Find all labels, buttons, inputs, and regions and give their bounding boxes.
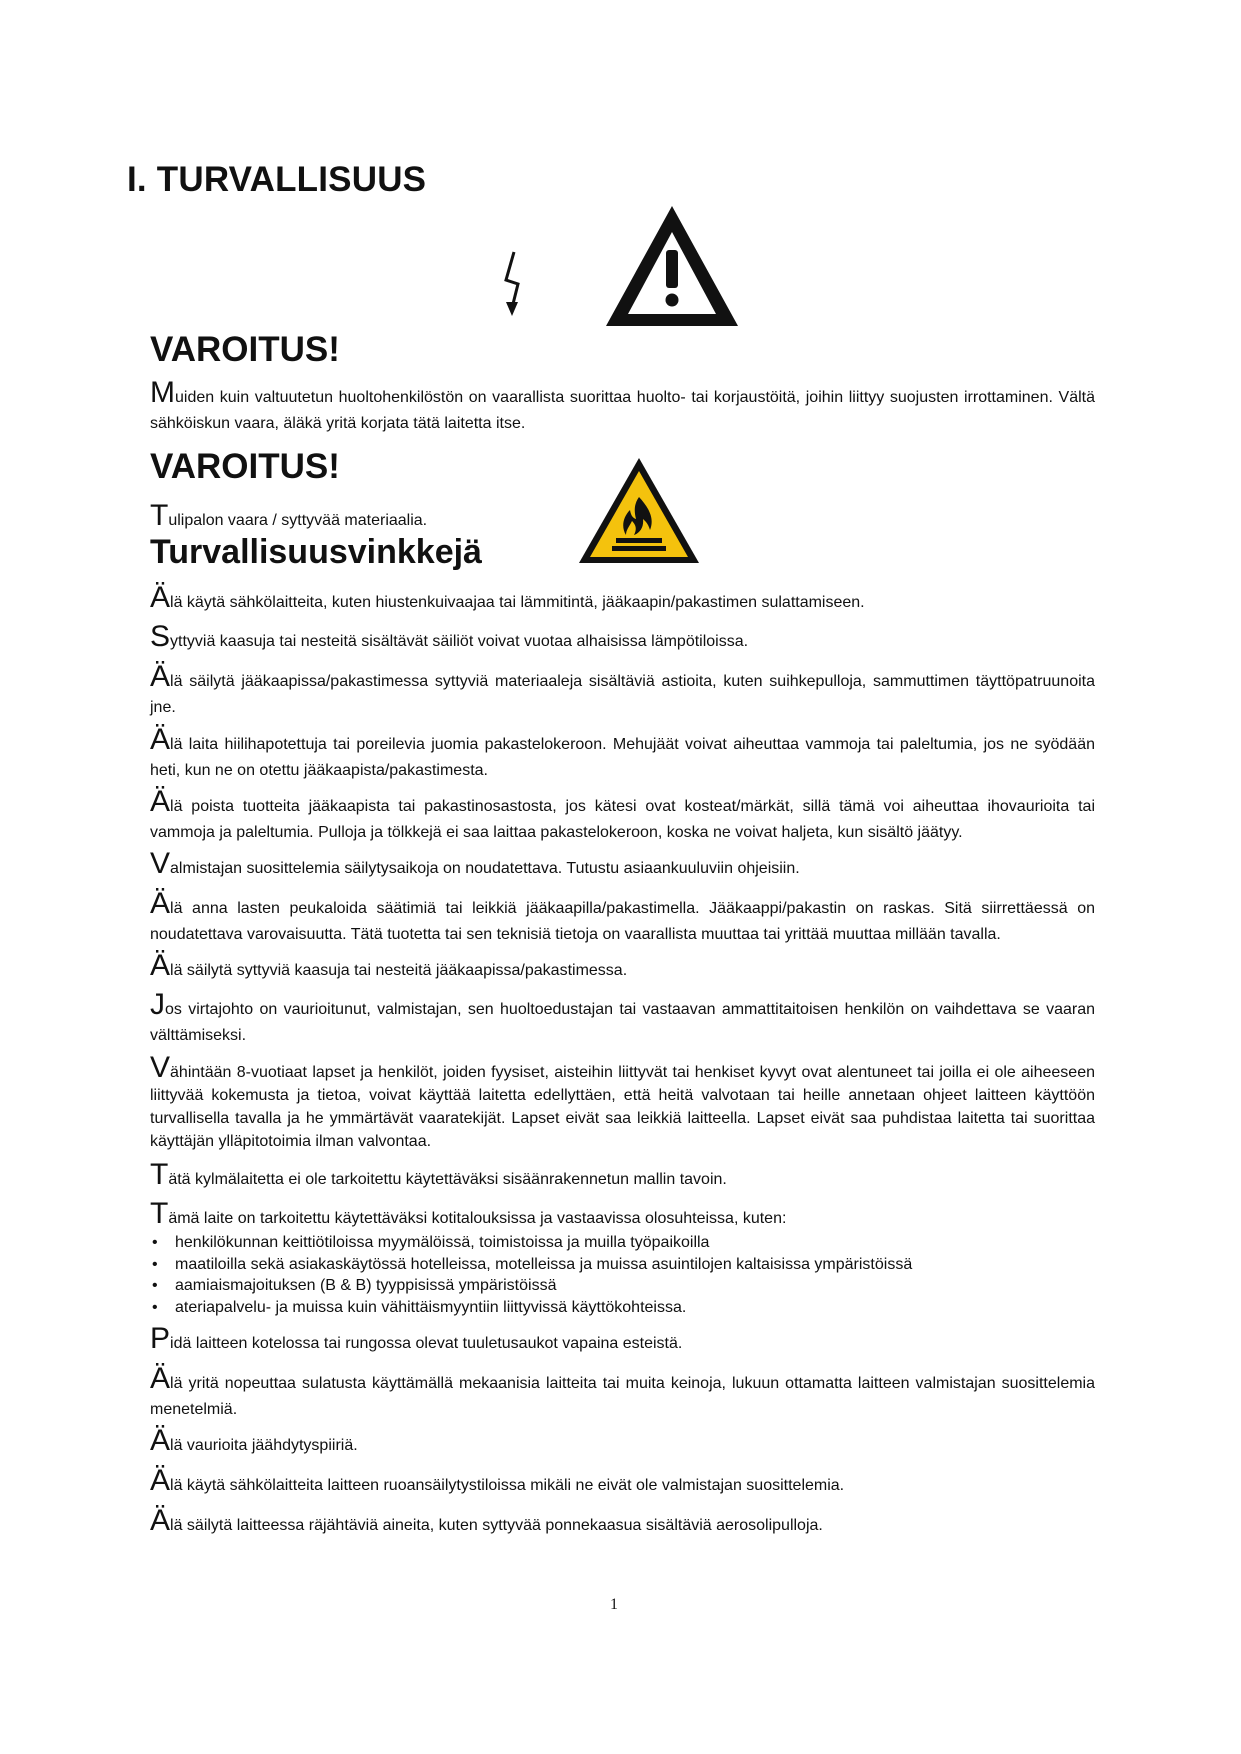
dropcap: Ä bbox=[150, 1362, 171, 1395]
tip-text: lä poista tuotteita jääkaapista tai pakastinosastosta, jos kätesi ovat kosteat/märkät, sillä tämä voi aiheuttaa ihovaurioita tai vammoja ja paleltumia. Pulloja ja tölkkejä ei saa laittaa pakastelokeroon, koska ne voivat haljeta, kun sisältö jäätyy. bbox=[150, 798, 1095, 841]
dropcap: Ä bbox=[150, 949, 171, 982]
dropcap: Ä bbox=[150, 785, 171, 818]
warning-body: uiden kuin valtuutetun huoltohenkilöstön on vaarallista suorittaa huolto- tai korjaustöitä, joihin liittyy suojusten irrottaminen. Vältä sähköiskun vaara, äläkä yritä korjata tätä laitetta itse. bbox=[150, 389, 1095, 432]
bullet-icon: • bbox=[152, 1298, 158, 1316]
safety-tip bbox=[150, 581, 1095, 616]
warning-symbols bbox=[500, 202, 750, 332]
warning-triangle-icon bbox=[602, 202, 742, 330]
tip-text: lä käytä sähkölaitteita laitteen ruoansäilytystiloissa mikäli ne eivät ole valmistajan suosittelemia. bbox=[170, 1477, 845, 1494]
tip-text: lä käytä sähkölaitteita, kuten hiustenkuivaajaa tai lämmitintä, jääkaapin/pakastimen sulattamiseen. bbox=[170, 594, 865, 611]
dropcap: Ä bbox=[150, 660, 171, 693]
lightning-bolt-icon bbox=[500, 250, 536, 320]
tip-text: lä laita hiilihapotettuja tai poreilevia juomia pakastelokeroon. Mehujäät voivat aiheuttaa vammoja tai paleltumia, jos ne syödään heti, kun ne on otettu jääkaapista/pakastimesta. bbox=[150, 736, 1095, 779]
dropcap: P bbox=[150, 1322, 171, 1355]
tip-text: lä säilytä jääkaapissa/pakastimessa syttyviä materiaaleja sisältäviä astioita, kuten suihkepulloja, sammuttimen täyttöpatruunoita jne. bbox=[150, 673, 1095, 716]
dropcap: J bbox=[150, 988, 165, 1021]
warning-heading: VAROITUS! bbox=[150, 330, 340, 369]
safety-tip bbox=[150, 847, 1095, 882]
list-item-text: maatiloilla sekä asiakaskäytössä hotelleissa, motelleissa ja muissa asuintilojen kaltaisissa ympäristöissä bbox=[175, 1255, 913, 1273]
tip-text: yttyviä kaasuja tai nesteitä sisältävät säiliöt voivat vuotaa alhaisissa lämpötiloissa. bbox=[170, 633, 749, 650]
safety-tip bbox=[150, 1322, 1095, 1357]
list-item bbox=[150, 1275, 1095, 1297]
dropcap: S bbox=[150, 620, 171, 653]
dropcap: T bbox=[150, 1158, 169, 1191]
dropcap: Ä bbox=[150, 1424, 171, 1457]
warning-text bbox=[150, 376, 1095, 437]
safety-tip bbox=[150, 1362, 1095, 1423]
dropcap: V bbox=[150, 1051, 171, 1084]
bullet-icon: • bbox=[152, 1255, 158, 1273]
tip-text: lä vaurioita jäähdytyspiiriä. bbox=[170, 1437, 358, 1454]
safety-tip bbox=[150, 1158, 1095, 1193]
safety-tip bbox=[150, 620, 1095, 655]
dropcap: Ä bbox=[150, 1504, 171, 1537]
safety-tip bbox=[150, 1424, 1095, 1459]
safety-tip bbox=[150, 1197, 1095, 1232]
warning-body: ulipalon vaara / syttyvää materiaalia. bbox=[168, 512, 428, 529]
page-title: I. TURVALLISUUS bbox=[127, 160, 427, 199]
safety-tip bbox=[150, 785, 1095, 846]
tip-text: ähintään 8-vuotiaat lapset ja henkilöt, joiden fyysiset, aisteihin liittyvät tai henkiset kyvyt ovat alentuneet tai joilla ei ole aiheeseen liittyvää kokemusta ja tietoa, voivat käyttää laitetta edellyttäen, että heitä valvotaan tai heille annetaan ohjeet laitteen käyttöön turvallisella tavalla ja he ymmärtävät vaaratekijät. Lapset eivät saa leikkiä laitteella. Lapset eivät saa puhdistaa laitetta tai suorittaa käyttäjän ylläpitotoimia ilman valvontaa. bbox=[150, 1064, 1095, 1150]
safety-tip bbox=[150, 1504, 1095, 1539]
safety-tip bbox=[150, 887, 1095, 948]
list-item bbox=[150, 1232, 1095, 1254]
safety-tip bbox=[150, 949, 1095, 984]
safety-tip bbox=[150, 988, 1095, 1049]
dropcap: V bbox=[150, 847, 171, 880]
safety-tip bbox=[150, 1051, 1095, 1153]
dropcap: Ä bbox=[150, 581, 171, 614]
dropcap: T bbox=[150, 499, 169, 532]
section-heading: Turvallisuusvinkkejä bbox=[150, 533, 482, 571]
warning-heading: VAROITUS! bbox=[150, 447, 340, 486]
list-item-text: aamiaismajoituksen (B & B) tyyppisissä ympäristöissä bbox=[175, 1277, 557, 1294]
safety-tip bbox=[150, 1464, 1095, 1499]
tip-text: almistajan suosittelemia säilytysaikoja on noudatettava. Tutustu asiaankuuluviin ohjeisiin. bbox=[170, 860, 800, 877]
dropcap: Ä bbox=[150, 723, 171, 756]
bullet-icon: • bbox=[152, 1234, 158, 1251]
list-item bbox=[150, 1297, 1095, 1319]
tip-text: lä yritä nopeuttaa sulatusta käyttämällä mekaanisia laitteita tai muita keinoja, lukuun ottamatta laitteen valmistajan suosittelemia menetelmiä. bbox=[150, 1375, 1095, 1418]
list-item-text: ateriapalvelu- ja muissa kuin vähittäismyyntiin liittyvissä käyttökohteissa. bbox=[175, 1298, 687, 1316]
list-item bbox=[150, 1254, 1095, 1276]
tip-text: idä laitteen kotelossa tai rungossa olevat tuuletusaukot vapaina esteistä. bbox=[170, 1335, 683, 1352]
tip-text: ätä kylmälaitetta ei ole tarkoitettu käytettäväksi sisäänrakennetun mallin tavoin. bbox=[168, 1171, 727, 1188]
dropcap: M bbox=[150, 376, 175, 409]
list-item-text: henkilökunnan keittiötiloissa myymälöissä, toimistoissa ja muilla työpaikoilla bbox=[175, 1234, 710, 1251]
dropcap: Ä bbox=[150, 887, 171, 920]
dropcap: Ä bbox=[150, 1464, 171, 1497]
page-number: 1 bbox=[610, 1596, 618, 1613]
safety-tip bbox=[150, 660, 1095, 721]
tip-text: lä säilytä laitteessa räjähtäviä aineita, kuten syttyvää ponnekaasua sisältäviä aerosolipulloja. bbox=[170, 1517, 823, 1534]
bullet-icon: • bbox=[152, 1277, 158, 1294]
tip-text: os virtajohto on vaurioitunut, valmistajan, sen huoltoedustajan tai vastaavan ammattitaitoisen henkilön on vaihdettava se vaaran välttämiseksi. bbox=[150, 1001, 1095, 1044]
dropcap: T bbox=[150, 1197, 169, 1230]
tip-text: lä säilytä syttyviä kaasuja tai nesteitä jääkaapissa/pakastimessa. bbox=[170, 962, 628, 979]
flammable-material-icon bbox=[576, 455, 702, 567]
safety-tip bbox=[150, 723, 1095, 784]
tip-text: ämä laite on tarkoitettu käytettäväksi kotitalouksissa ja vastaavissa olosuhteissa, kuten: bbox=[168, 1210, 787, 1227]
usage-environment-list bbox=[150, 1232, 1095, 1318]
tip-text: lä anna lasten peukaloida säätimiä tai leikkiä jääkaapilla/pakastimella. Jääkaappi/pakastin on raskas. Sitä siirrettäessä on noudatettava varovaisuutta. Tätä tuotetta tai sen teknisiä tietoja on vaarallista muuttaa tai yrittää muuttaa millään tavalla. bbox=[150, 900, 1095, 943]
